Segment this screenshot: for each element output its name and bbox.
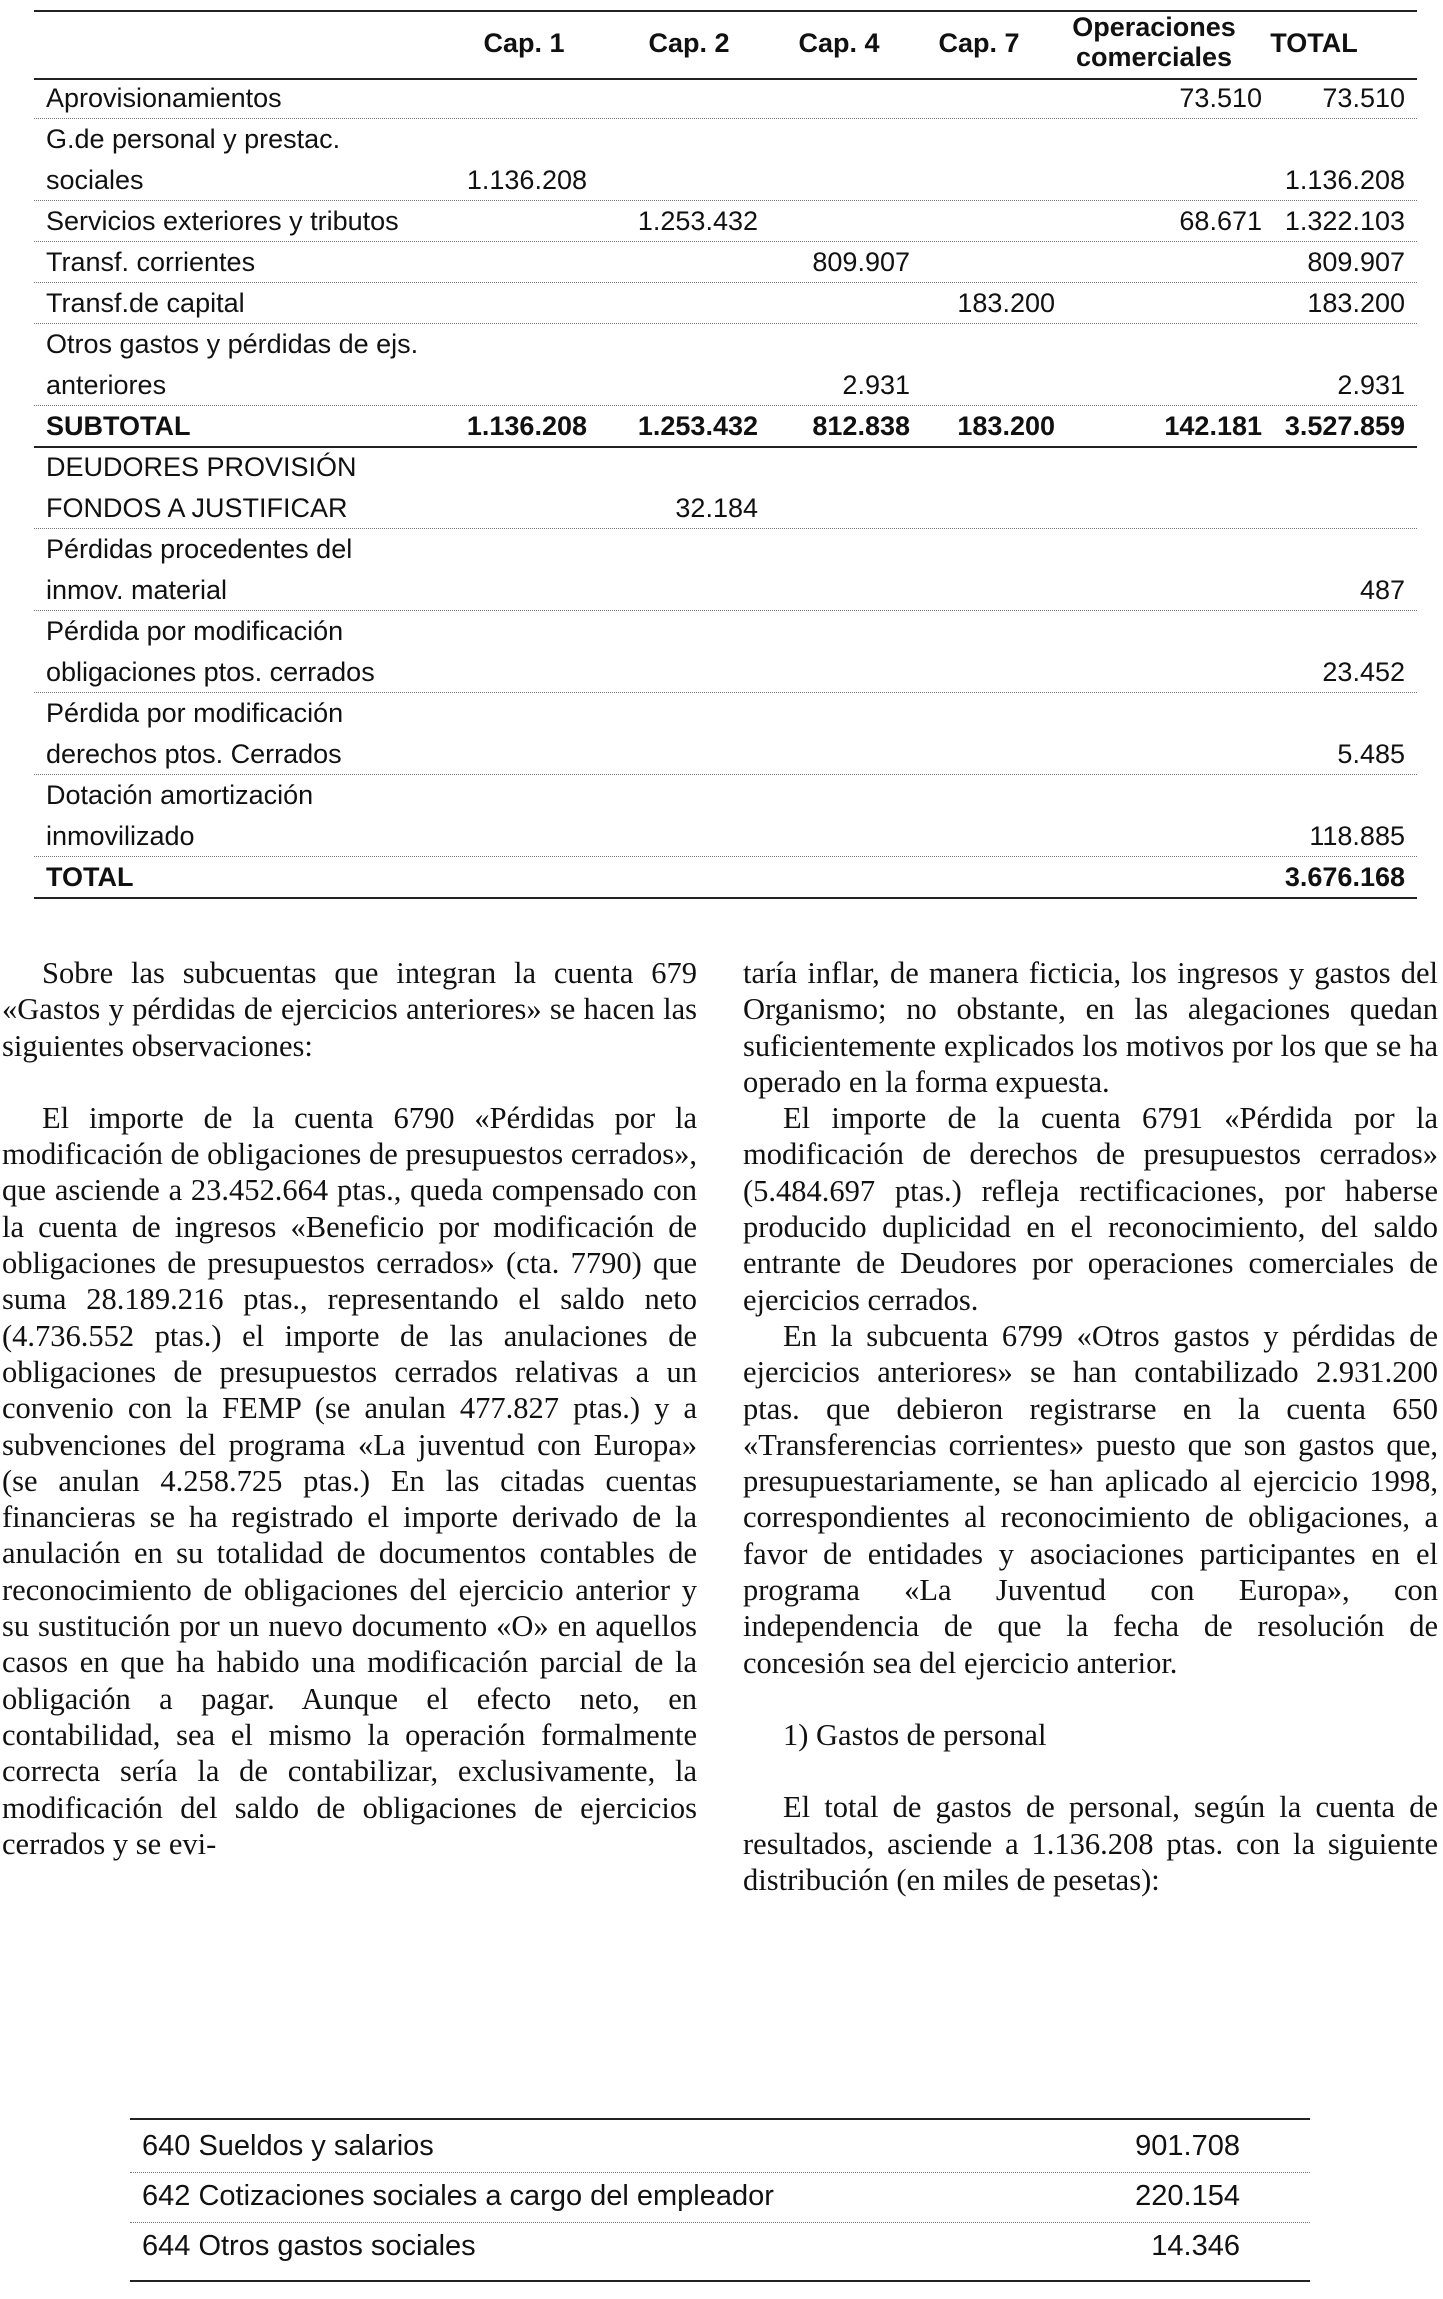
table-row	[34, 611, 1417, 693]
cell-total: 183.200	[1307, 288, 1405, 318]
cell-total: 118.885	[1309, 821, 1405, 851]
row-label-continued: anteriores	[46, 370, 167, 400]
cell-total: 1.322.103	[1284, 206, 1405, 236]
cell-ops: 68.671	[1179, 206, 1262, 236]
header-cap1: Cap. 1	[483, 28, 565, 58]
personnel-row-label: 642 Cotizaciones sociales a cargo del empleador	[142, 2180, 774, 2212]
cell-cap1: 1.136.208	[466, 411, 587, 441]
cell-cap1: 1.136.208	[466, 165, 587, 195]
personnel-row-divider	[130, 2172, 1310, 2173]
row-label: G.de personal y prestac.	[46, 124, 341, 154]
cell-cap7: 183.200	[957, 288, 1055, 318]
table-row	[34, 529, 1417, 611]
paragraph-cuenta-6790: El importe de la cuenta 6790 «Pérdidas por la modificación de obligaciones de presupuestos cerrados», que asciende a 23.452.664 ptas., queda compensado con la cuenta de ingresos «Beneficio por modificación de obligaciones de presupuestos cerrados» (cta. 7790) que suma 28.189.216 ptas., representando el saldo neto (4.736.552 ptas.) el importe de las anulaciones de obligaciones de presupuestos cerrados relativas a un convenio con la FEMP (se anulan 477.827 ptas.) y a subvenciones del programa «La juventud con Europa» (se anulan 4.258.725 ptas.) En las citadas cuentas financieras se ha registrado el importe derivado de la anulación en su totalidad de documentos contables de reconocimiento de obligaciones del ejercicio anterior y su sustitución por un nuevo documento «O» en aquellos casos en que ha habido una modificación parcial de la obligación a pagar. Aunque el efecto neto, en contabilidad, sea el mismo la operación formalmente correcta sería la de contabilizar, exclusivamente, la modificación del saldo de obligaciones de ejercicios cerrados y se evi-	[2, 1100, 697, 1861]
paragraph-cuenta-6791: El importe de la cuenta 6791 «Pérdida por la modificación de derechos de presupuestos cerrados» (5.484.697 ptas.) refleja rectificaciones, por haberse producido duplicidad en el reconocimiento, del saldo entrante de Deudores por operaciones comerciales de ejercicios cerrados.	[743, 1101, 1438, 1317]
row-label-continued: derechos ptos. Cerrados	[46, 739, 342, 769]
row-label-continued: obligaciones ptos. cerrados	[46, 657, 375, 687]
personnel-row-value: 14.346	[1151, 2230, 1240, 2262]
personnel-row-value: 901.708	[1135, 2130, 1240, 2162]
cell-total: 1.136.208	[1284, 165, 1405, 195]
table-row	[34, 119, 1417, 201]
cell-cap2: 1.253.432	[637, 206, 758, 236]
cell-total: 23.452	[1322, 657, 1405, 687]
row-label-continued: sociales	[46, 165, 144, 195]
paragraph-intro: Sobre las subcuentas que integran la cuenta 679 «Gastos y pérdidas de ejercicios anteriores» se hacen las siguientes observaciones:	[2, 956, 697, 1063]
personnel-row-label: 644 Otros gastos sociales	[142, 2230, 476, 2262]
header-cap7: Cap. 7	[938, 28, 1020, 58]
personnel-table-bottom-rule	[130, 2280, 1310, 2282]
cell-cap4: 809.907	[812, 247, 910, 277]
header-operaciones	[1044, 12, 1264, 72]
cell-total: 2.931	[1337, 370, 1405, 400]
row-label-continued: inmovilizado	[46, 821, 195, 851]
row-label: Pérdidas procedentes del	[46, 534, 353, 564]
table-row	[34, 406, 1417, 447]
cell-cap4: 812.838	[812, 411, 910, 441]
table-row	[34, 201, 1417, 242]
row-label: Servicios exteriores y tributos	[46, 206, 399, 236]
cell-total: 73.510	[1322, 83, 1405, 113]
table-row	[34, 283, 1417, 324]
row-label: Pérdida por modificación	[46, 616, 344, 646]
row-label: Dotación amortización	[46, 780, 314, 810]
text-column-left	[2, 955, 697, 1862]
cell-total: 3.527.859	[1284, 411, 1405, 441]
cell-total: 487	[1359, 575, 1405, 605]
row-label: Aprovisionamientos	[46, 83, 282, 113]
row-label: TOTAL	[46, 862, 134, 892]
header-operaciones-line2: comerciales	[1075, 42, 1233, 72]
table-row	[34, 775, 1417, 857]
row-label: Transf. corrientes	[46, 247, 256, 277]
table-row	[34, 693, 1417, 775]
personnel-row-divider	[130, 2222, 1310, 2223]
row-label: SUBTOTAL	[46, 411, 191, 441]
cell-ops: 73.510	[1179, 83, 1262, 113]
paragraph-gastos-personal: El total de gastos de personal, según la cuenta de resultados, asciende a 1.136.208 ptas. con la siguiente distribución (en miles de pesetas):	[743, 1790, 1438, 1897]
row-label-continued: FONDOS A JUSTIFICAR	[46, 493, 348, 523]
cell-cap4: 2.931	[842, 370, 910, 400]
personnel-row-label: 640 Sueldos y salarios	[142, 2130, 434, 2162]
cell-cap2: 1.253.432	[637, 411, 758, 441]
header-operaciones-line1: Operaciones	[1072, 12, 1236, 42]
table-row	[34, 447, 1417, 529]
table-row	[34, 78, 1417, 119]
cell-total: 5.485	[1337, 739, 1405, 769]
header-total: TOTAL	[1270, 28, 1358, 58]
cell-cap7: 183.200	[957, 411, 1055, 441]
row-label: Transf.de capital	[46, 288, 245, 318]
personnel-table-top-rule	[130, 2118, 1310, 2120]
header-cap4: Cap. 4	[798, 28, 880, 58]
cell-cap2: 32.184	[675, 493, 758, 523]
cell-ops: 142.181	[1164, 411, 1262, 441]
paragraph-continuation: taría inflar, de manera ficticia, los ingresos y gastos del Organismo; no obstante, en las alegaciones quedan suficientemente explicados los motivos por los que se ha operado en la forma expuesta.	[743, 956, 1438, 1099]
text-column-right	[743, 955, 1438, 1898]
row-label: Otros gastos y pérdidas de ejs.	[46, 329, 419, 359]
personnel-row-value: 220.154	[1135, 2180, 1240, 2212]
table-row	[34, 242, 1417, 283]
table-row	[34, 857, 1417, 898]
section-heading-gastos-personal: 1) Gastos de personal	[783, 1717, 1047, 1752]
personnel-table	[130, 2118, 1310, 2288]
table-row	[34, 324, 1417, 406]
row-divider	[34, 897, 1417, 899]
header-cap2: Cap. 2	[648, 28, 730, 58]
row-label-continued: inmov. material	[46, 575, 228, 605]
results-table	[34, 10, 1417, 910]
row-label: DEUDORES PROVISIÓN	[46, 452, 357, 482]
cell-total: 3.676.168	[1284, 862, 1405, 892]
cell-total: 809.907	[1307, 247, 1405, 277]
row-label: Pérdida por modificación	[46, 698, 344, 728]
paragraph-subcuenta-6799: En la subcuenta 6799 «Otros gastos y pérdidas de ejercicios anteriores» se han contabilizado 2.931.200 ptas. que debieron registrarse en la cuenta 650 «Transferencias corrientes» puesto que son gastos que, presupuestariamente, se han aplicado al ejercicio 1998, correspondientes al reconocimiento de obligaciones, a favor de entidades y asociaciones participantes en el programa «La Juventud con Europa», con independencia de que la fecha de resolución de concesión sea del ejercicio anterior.	[743, 1318, 1438, 1680]
